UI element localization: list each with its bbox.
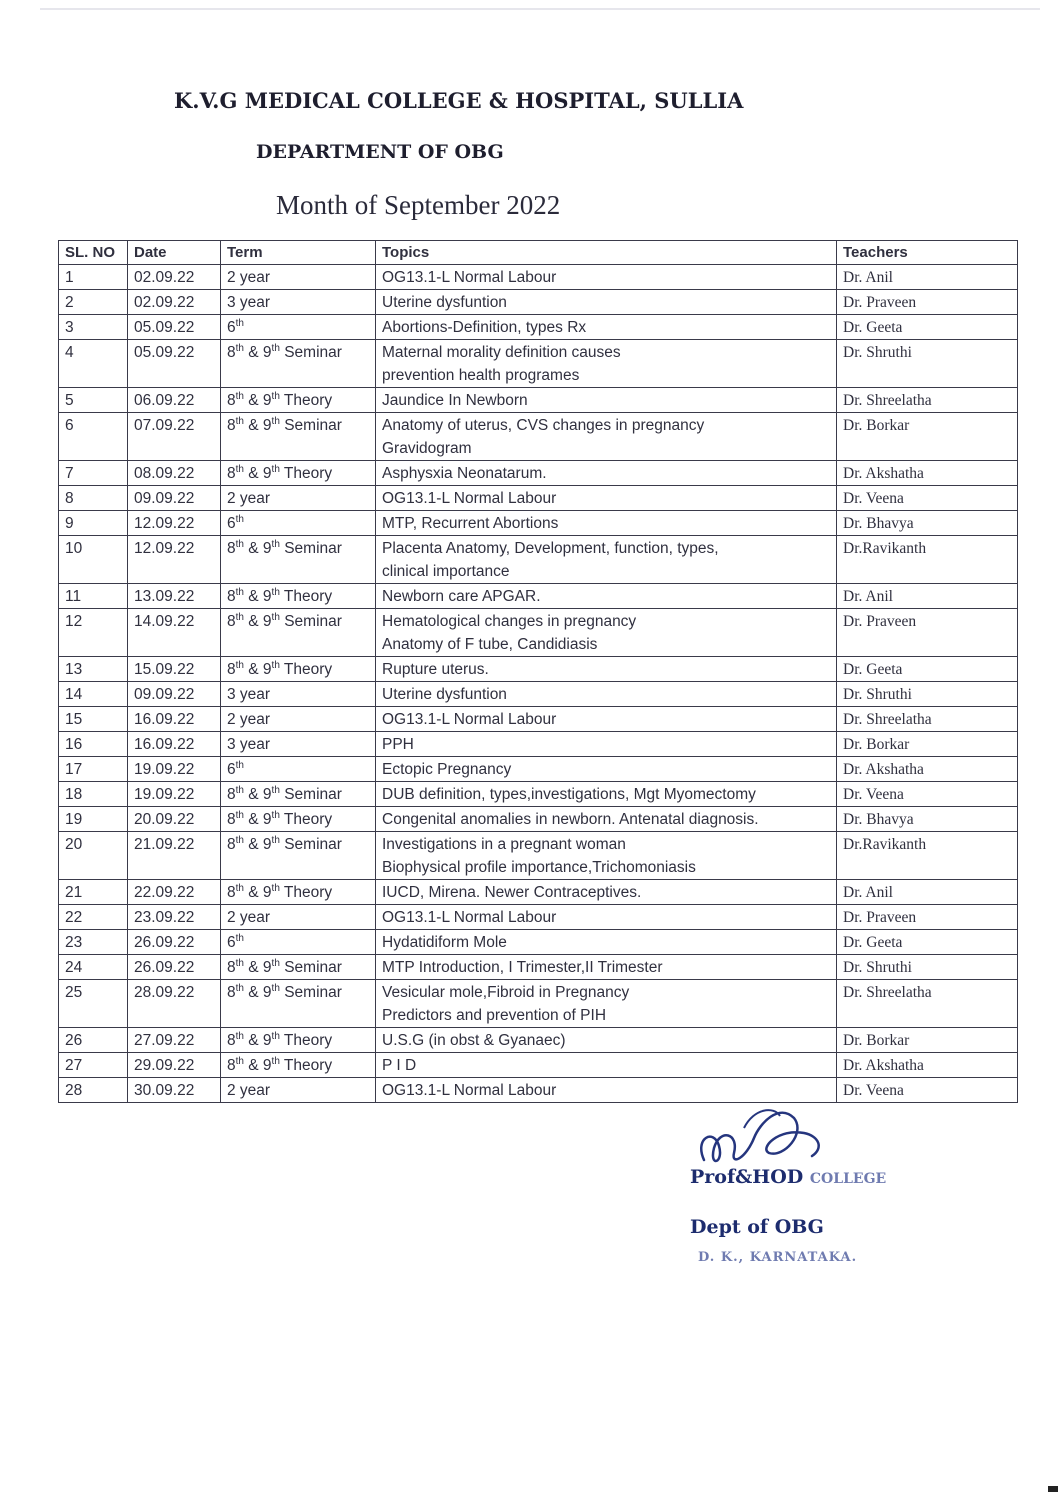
cell-teacher: Dr. Geeta: [837, 930, 1018, 955]
cell-topic: [376, 782, 837, 807]
signature-dept: Dept of OBG: [690, 1216, 824, 1238]
table-row: [59, 832, 1018, 880]
table-row: [59, 340, 1018, 388]
cell-sl-no: 28: [59, 1078, 128, 1103]
table-row: [59, 461, 1018, 486]
topic-line: Hydatidiform Mole: [382, 934, 507, 951]
topic-line-2: clinical importance: [382, 563, 510, 580]
table-row: [59, 388, 1018, 413]
table-row: [59, 782, 1018, 807]
topic-line-2: Predictors and prevention of PIH: [382, 1007, 607, 1024]
table-row: [59, 609, 1018, 657]
cell-teacher: Dr. Geeta: [837, 657, 1018, 682]
cell-teacher: Dr. Shruthi: [837, 340, 1018, 388]
table-row: [59, 511, 1018, 536]
cell-date: 05.09.22: [128, 315, 221, 340]
col-header-topics: Topics: [376, 241, 837, 265]
cell-sl-no: 14: [59, 682, 128, 707]
cell-topic: [376, 413, 837, 461]
topic-line: OG13.1-L Normal Labour: [382, 269, 557, 286]
cell-date: 07.09.22: [128, 413, 221, 461]
cell-term: 8th & 9th Theory: [221, 461, 376, 486]
cell-teacher: Dr. Veena: [837, 782, 1018, 807]
cell-topic: [376, 340, 837, 388]
cell-term: 8th & 9th Seminar: [221, 340, 376, 388]
cell-term: 6th: [221, 511, 376, 536]
cell-term: 6th: [221, 315, 376, 340]
cell-term: 8th & 9th Theory: [221, 1028, 376, 1053]
cell-date: 09.09.22: [128, 682, 221, 707]
cell-sl-no: 9: [59, 511, 128, 536]
cell-sl-no: 18: [59, 782, 128, 807]
topic-line: MTP Introduction, I Trimester,II Trimester: [382, 959, 663, 976]
topic-line: Investigations in a pregnant woman: [382, 836, 626, 853]
cell-term: 3 year: [221, 732, 376, 757]
cell-sl-no: 26: [59, 1028, 128, 1053]
cell-teacher: Dr. Akshatha: [837, 757, 1018, 782]
topic-line: OG13.1-L Normal Labour: [382, 490, 557, 507]
cell-sl-no: 24: [59, 955, 128, 980]
col-header-term: Term: [221, 241, 376, 265]
cell-teacher: Dr. Borkar: [837, 732, 1018, 757]
table-row: [59, 707, 1018, 732]
cell-sl-no: 10: [59, 536, 128, 584]
cell-teacher: Dr. Shruthi: [837, 682, 1018, 707]
college-title: K.V.G MEDICAL COLLEGE & HOSPITAL, SULLIA: [174, 88, 744, 113]
cell-topic: [376, 707, 837, 732]
table-row: [59, 980, 1018, 1028]
table-row: [59, 682, 1018, 707]
cell-term: 8th & 9th Theory: [221, 807, 376, 832]
topic-line-2: Biophysical profile importance,Trichomoniasis: [382, 859, 696, 876]
topic-line: Rupture uterus.: [382, 661, 489, 678]
table-row: [59, 265, 1018, 290]
cell-sl-no: 23: [59, 930, 128, 955]
cell-topic: [376, 807, 837, 832]
cell-date: 22.09.22: [128, 880, 221, 905]
cell-topic: [376, 880, 837, 905]
cell-teacher: Dr. Veena: [837, 486, 1018, 511]
cell-sl-no: 6: [59, 413, 128, 461]
scan-edge-line: [40, 8, 1040, 10]
topic-line: OG13.1-L Normal Labour: [382, 711, 557, 728]
cell-term: 8th & 9th Seminar: [221, 832, 376, 880]
table-row: [59, 290, 1018, 315]
cell-date: 30.09.22: [128, 1078, 221, 1103]
topic-line: IUCD, Mirena. Newer Contraceptives.: [382, 884, 642, 901]
topic-line: Vesicular mole,Fibroid in Pregnancy: [382, 984, 630, 1001]
cell-term: 8th & 9th Theory: [221, 584, 376, 609]
topic-line-2: prevention health programes: [382, 367, 580, 384]
cell-teacher: Dr. Anil: [837, 265, 1018, 290]
cell-sl-no: 27: [59, 1053, 128, 1078]
cell-topic: [376, 388, 837, 413]
cell-sl-no: 13: [59, 657, 128, 682]
topic-line: Ectopic Pregnancy: [382, 761, 512, 778]
cell-term: 8th & 9th Theory: [221, 388, 376, 413]
signature-place: D. K., KARNATAKA.: [698, 1250, 858, 1265]
cell-teacher: Dr. Geeta: [837, 315, 1018, 340]
table-row: [59, 955, 1018, 980]
topic-line: OG13.1-L Normal Labour: [382, 1082, 557, 1099]
cell-term: 6th: [221, 930, 376, 955]
cell-teacher: Dr. Shreelatha: [837, 388, 1018, 413]
cell-teacher: Dr. Praveen: [837, 290, 1018, 315]
cell-topic: [376, 584, 837, 609]
cell-sl-no: 25: [59, 980, 128, 1028]
cell-sl-no: 17: [59, 757, 128, 782]
topic-line: Newborn care APGAR.: [382, 588, 541, 605]
cell-date: 08.09.22: [128, 461, 221, 486]
topic-line: Hematological changes in pregnancy: [382, 613, 637, 630]
cell-date: 19.09.22: [128, 782, 221, 807]
cell-sl-no: 22: [59, 905, 128, 930]
cell-teacher: Dr.Ravikanth: [837, 536, 1018, 584]
col-header-sl: SL. NO: [59, 241, 128, 265]
cell-term: 2 year: [221, 1078, 376, 1103]
table-row: [59, 1053, 1018, 1078]
topic-line: DUB definition, types,investigations, Mgt Myomectomy: [382, 786, 756, 803]
cell-topic: [376, 757, 837, 782]
cell-teacher: Dr. Anil: [837, 880, 1018, 905]
cell-sl-no: 7: [59, 461, 128, 486]
table-row: [59, 757, 1018, 782]
cell-date: 27.09.22: [128, 1028, 221, 1053]
cell-teacher: Dr. Bhavya: [837, 511, 1018, 536]
cell-term: 8th & 9th Theory: [221, 880, 376, 905]
cell-sl-no: 20: [59, 832, 128, 880]
cell-date: 26.09.22: [128, 955, 221, 980]
cell-topic: [376, 315, 837, 340]
cell-sl-no: 3: [59, 315, 128, 340]
cell-topic: [376, 536, 837, 584]
cell-sl-no: 19: [59, 807, 128, 832]
signature-title: [690, 1166, 886, 1188]
topic-line: MTP, Recurrent Abortions: [382, 515, 559, 532]
cell-term: 8th & 9th Seminar: [221, 413, 376, 461]
cell-date: 20.09.22: [128, 807, 221, 832]
cell-term: 8th & 9th Seminar: [221, 980, 376, 1028]
cell-term: 8th & 9th Seminar: [221, 536, 376, 584]
table-row: [59, 536, 1018, 584]
topic-line: Congenital anomalies in newborn. Antenatal diagnosis.: [382, 811, 759, 828]
topic-line: Jaundice In Newborn: [382, 392, 528, 409]
cell-topic: [376, 657, 837, 682]
cell-teacher: Dr. Shreelatha: [837, 707, 1018, 732]
topic-line: PPH: [382, 736, 414, 753]
cell-date: 13.09.22: [128, 584, 221, 609]
cell-sl-no: 8: [59, 486, 128, 511]
cell-topic: [376, 980, 837, 1028]
cell-sl-no: 2: [59, 290, 128, 315]
cell-date: 26.09.22: [128, 930, 221, 955]
topic-line: Uterine dysfuntion: [382, 686, 507, 703]
cell-term: 2 year: [221, 707, 376, 732]
cell-teacher: Dr. Borkar: [837, 413, 1018, 461]
cell-date: 23.09.22: [128, 905, 221, 930]
cell-teacher: Dr. Praveen: [837, 905, 1018, 930]
cell-term: 3 year: [221, 290, 376, 315]
cell-term: 2 year: [221, 486, 376, 511]
cell-teacher: Dr. Praveen: [837, 609, 1018, 657]
cell-term: 2 year: [221, 905, 376, 930]
topic-line: Asphysxia Neonatarum.: [382, 465, 547, 482]
cell-term: 8th & 9th Seminar: [221, 955, 376, 980]
cell-date: 15.09.22: [128, 657, 221, 682]
cell-teacher: Dr. Akshatha: [837, 461, 1018, 486]
cell-teacher: Dr. Veena: [837, 1078, 1018, 1103]
topic-line: P I D: [382, 1057, 417, 1074]
cell-topic: [376, 930, 837, 955]
cell-teacher: Dr. Borkar: [837, 1028, 1018, 1053]
cell-term: 8th & 9th Seminar: [221, 609, 376, 657]
topic-line-2: Gravidogram: [382, 440, 472, 457]
cell-date: 12.09.22: [128, 536, 221, 584]
cell-teacher: Dr. Akshatha: [837, 1053, 1018, 1078]
cell-sl-no: 5: [59, 388, 128, 413]
topic-line: Maternal morality definition causes: [382, 344, 621, 361]
cell-sl-no: 12: [59, 609, 128, 657]
table-row: [59, 905, 1018, 930]
month-title: Month of September 2022: [276, 190, 561, 220]
cell-date: 19.09.22: [128, 757, 221, 782]
table-row: [59, 315, 1018, 340]
table-row: [59, 807, 1018, 832]
department-title: DEPARTMENT OF OBG: [256, 141, 504, 163]
cell-teacher: Dr.Ravikanth: [837, 832, 1018, 880]
cell-sl-no: 4: [59, 340, 128, 388]
table-row: [59, 930, 1018, 955]
table-row: [59, 880, 1018, 905]
cell-topic: [376, 905, 837, 930]
cell-date: 14.09.22: [128, 609, 221, 657]
topic-line: Placenta Anatomy, Development, function, types,: [382, 540, 719, 557]
stamp-faint-text: COLLEGE: [809, 1171, 887, 1187]
cell-date: 12.09.22: [128, 511, 221, 536]
cell-term: 3 year: [221, 682, 376, 707]
cell-sl-no: 15: [59, 707, 128, 732]
signature-stamp: [684, 1098, 984, 1278]
cell-teacher: Dr. Bhavya: [837, 807, 1018, 832]
cell-term: 8th & 9th Theory: [221, 1053, 376, 1078]
cell-topic: [376, 486, 837, 511]
cell-sl-no: 1: [59, 265, 128, 290]
cell-teacher: Dr. Anil: [837, 584, 1018, 609]
cell-date: 05.09.22: [128, 340, 221, 388]
topic-line: Uterine dysfuntion: [382, 294, 507, 311]
topic-line: Anatomy of uterus, CVS changes in pregnancy: [382, 417, 705, 434]
cell-topic: [376, 290, 837, 315]
cell-date: 06.09.22: [128, 388, 221, 413]
cell-date: 02.09.22: [128, 290, 221, 315]
schedule-table: [58, 240, 1018, 1103]
table-row: [59, 732, 1018, 757]
cell-date: 02.09.22: [128, 265, 221, 290]
cell-teacher: Dr. Shreelatha: [837, 980, 1018, 1028]
cell-topic: [376, 265, 837, 290]
cell-topic: [376, 511, 837, 536]
table-row: [59, 1028, 1018, 1053]
table-header-row: [59, 241, 1018, 265]
cell-topic: [376, 832, 837, 880]
cell-date: 21.09.22: [128, 832, 221, 880]
col-header-date: Date: [128, 241, 221, 265]
cell-topic: [376, 732, 837, 757]
table-row: [59, 584, 1018, 609]
table-row: [59, 413, 1018, 461]
cell-topic: [376, 955, 837, 980]
cell-topic: [376, 609, 837, 657]
cell-date: 16.09.22: [128, 732, 221, 757]
cell-sl-no: 11: [59, 584, 128, 609]
topic-line: Abortions-Definition, types Rx: [382, 319, 587, 336]
scan-corner-mark: [1048, 1486, 1058, 1492]
topic-line: OG13.1-L Normal Labour: [382, 909, 557, 926]
table-row: [59, 657, 1018, 682]
cell-sl-no: 16: [59, 732, 128, 757]
table-row: [59, 486, 1018, 511]
cell-term: 8th & 9th Seminar: [221, 782, 376, 807]
col-header-teachers: Teachers: [837, 241, 1018, 265]
cell-topic: [376, 1053, 837, 1078]
cell-date: 09.09.22: [128, 486, 221, 511]
cell-date: 29.09.22: [128, 1053, 221, 1078]
cell-term: 8th & 9th Theory: [221, 657, 376, 682]
cell-teacher: Dr. Shruthi: [837, 955, 1018, 980]
cell-topic: [376, 461, 837, 486]
cell-sl-no: 21: [59, 880, 128, 905]
topic-line-2: Anatomy of F tube, Candidiasis: [382, 636, 598, 653]
cell-date: 16.09.22: [128, 707, 221, 732]
cell-topic: [376, 1028, 837, 1053]
topic-line: U.S.G (in obst & Gyanaec): [382, 1032, 566, 1049]
cell-term: 2 year: [221, 265, 376, 290]
cell-term: 6th: [221, 757, 376, 782]
prof-hod-label: Prof&HOD: [690, 1166, 804, 1188]
cell-topic: [376, 682, 837, 707]
cell-date: 28.09.22: [128, 980, 221, 1028]
